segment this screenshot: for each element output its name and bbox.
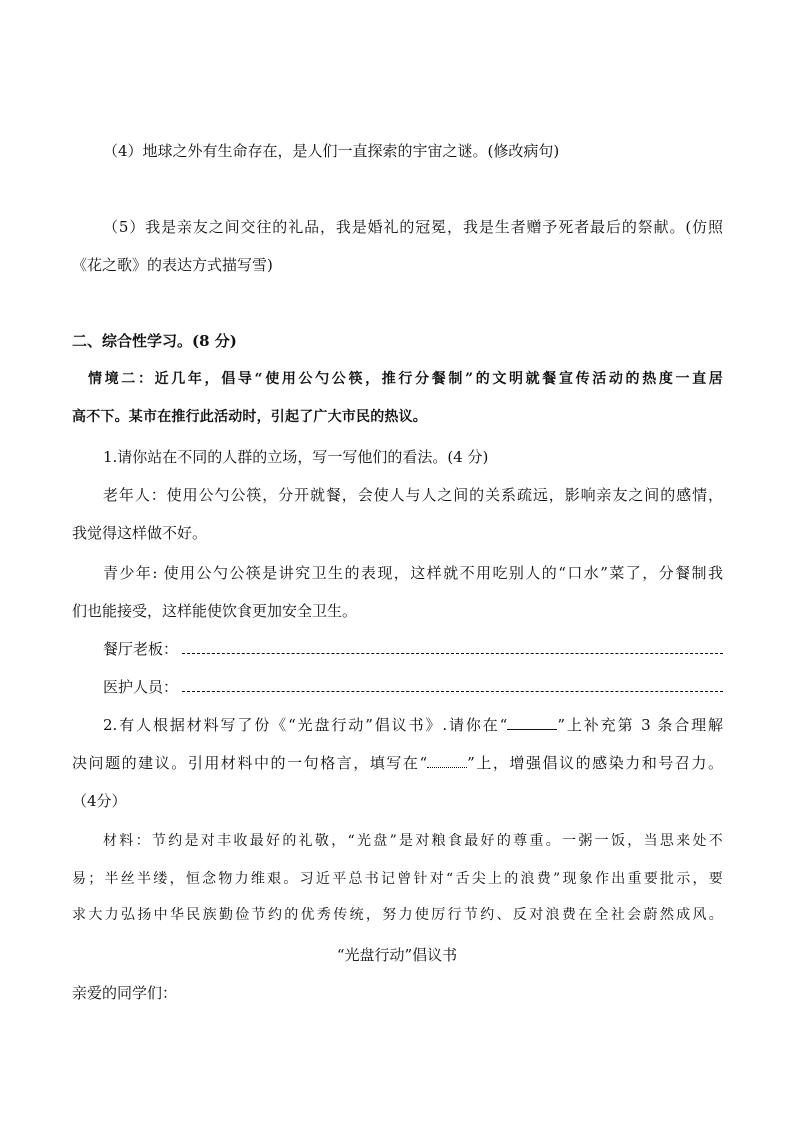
question-1-prompt: 1.请你站在不同的人群的立场，写一写他们的看法。(4 分) [103,448,489,466]
question-2-line-1 [103,715,723,735]
quote-blank[interactable] [427,753,467,768]
restaurant-owner-label: 餐厅老板： [103,640,179,658]
restaurant-owner-answer-row [103,639,723,659]
suggestion-blank[interactable] [507,715,557,730]
proposal-greeting: 亲爱的同学们： [72,984,178,1002]
restaurant-owner-answer-line[interactable] [182,653,723,654]
proposal-title: “光盘行动”倡议书 [336,946,458,964]
question-2-score: （4分） [72,792,127,810]
material-line-1: 材料：节约是对丰收最好的礼敬，“光盘”是对粮食最好的尊重。一粥一饭，当思来处不 [103,833,723,849]
elder-opinion-line-1: 老年人：使用公勺公筷，分开就餐，会使人与人之间的关系疏远，影响亲友之间的感情， [103,486,723,504]
medical-staff-answer-line[interactable] [182,691,723,692]
youth-opinion-line-1: 青少年: 使用公勺公筷是讲究卫生的表现，这样就不用吃别人的“口水”菜了，分餐制我 [103,564,723,582]
question-2-line-1-part-b: ”上补充第 3 条合理解 [557,716,723,734]
context-line-1: 情境二：近几年，倡导“使用公勺公筷，推行分餐制”的文明就餐宣传活动的热度一直居 [88,371,723,387]
question-2-line-2 [72,753,723,773]
material-line-2: 易；半丝半缕，恒念物力维艰。习近平总书记曾针对“舌尖上的浪费”现象作出重要批示，要 [72,871,723,887]
question-5-line-1: （5）我是亲友之间交往的礼品，我是婚礼的冠冕，我是生者赠予死者最后的祭献。(仿照 [103,218,723,236]
question-5-line-2: 《花之歌》的表达方式描写雪) [72,256,273,274]
medical-staff-label: 医护人员： [103,678,179,696]
question-2-line-2-part-a: 决问题的建议。引用材料中的一句格言，填写在“ [72,754,428,772]
section-2-heading: 二、综合性学习。(8 分) [72,332,237,350]
elder-opinion-line-2: 我觉得这样做不好。 [72,524,208,542]
material-line-3: 求大力弘扬中华民族勤俭节约的优秀传统，努力使厉行节约、反对浪费在全社会蔚然成风。 [72,907,723,923]
question-4: （4）地球之外有生命存在，是人们一直探索的宇宙之谜。(修改病句) [103,142,560,160]
question-2-line-2-part-b: ”上，增强倡议的感染力和号召力。 [467,754,724,772]
question-2-line-1-part-a: 2.有人根据材料写了份《“光盘行动”倡议书》.请你在“ [103,716,508,734]
medical-staff-answer-row [103,677,723,697]
youth-opinion-line-2: 们也能接受，这样能使饮食更加安全卫生。 [72,602,358,620]
context-line-2: 高不下。某市在推行此活动时，引起了广大市民的热议。 [72,409,427,425]
